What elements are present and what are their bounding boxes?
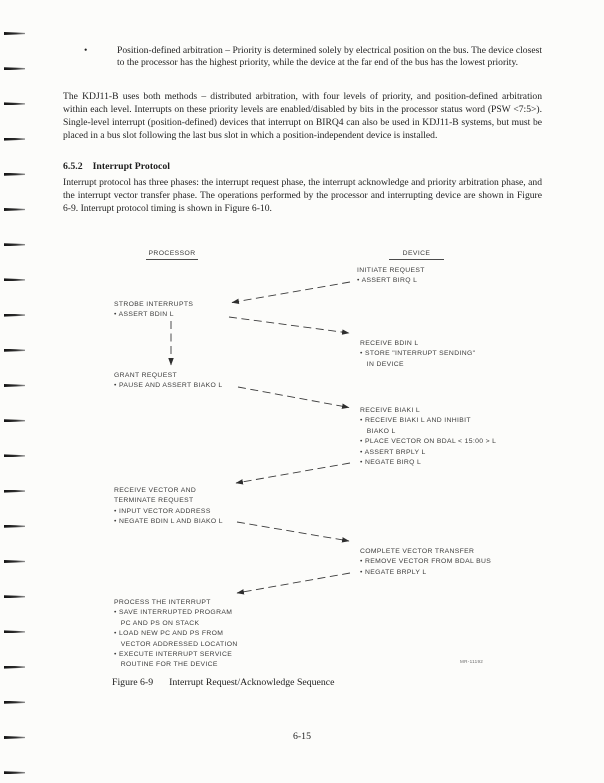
diagram-line: • PLACE VECTOR ON BDAL < 15:00 > L xyxy=(360,438,497,446)
binder-mark xyxy=(4,102,25,105)
diagram-line: • ASSERT BIRQ L xyxy=(357,277,418,285)
diagram-line: • PAUSE AND ASSERT BIAKO L xyxy=(114,382,223,390)
step-receive-vector xyxy=(114,486,223,528)
paragraph-protocol: Interrupt protocol has three phases: the interrupt request phase, the interrupt acknowledge and priority arbitration phase, and the interrupt vector transfer phase. The operations performed by the processor and interrupting device are shown in Figure 6-9. Interrupt protocol timing is shown in Figure 6-10. xyxy=(63,177,542,214)
diagram-line: • STORE "INTERRUPT SENDING" xyxy=(360,350,476,358)
diagram-line: • NEGATE BDIN L AND BIAKO L xyxy=(114,518,223,526)
diagram-line: RECEIVE BIAKI L xyxy=(360,407,421,414)
figure-caption-title: Interrupt Request/Acknowledge Sequence xyxy=(169,677,335,688)
diagram-line: • NEGATE BIRQ L xyxy=(360,459,422,467)
diagram-line: COMPLETE VECTOR TRANSFER xyxy=(360,548,475,555)
diagram-line: BIAKO L xyxy=(360,427,396,435)
bullet-marker: • xyxy=(84,45,88,56)
diagram-line: STROBE INTERRUPTS xyxy=(114,301,194,308)
diagram-line: VECTOR ADDRESSED LOCATION xyxy=(114,640,238,648)
diagram-line: • RECEIVE BIAKI L AND INHIBIT xyxy=(360,417,471,425)
binder-mark xyxy=(4,701,25,704)
section-number: 6.5.2 xyxy=(63,161,83,172)
step-complete-vector-transfer xyxy=(360,547,491,578)
step-grant-request xyxy=(114,371,223,392)
arrow-assert-birq xyxy=(232,282,350,303)
diagram-line: • NEGATE BRPLY L xyxy=(360,568,427,576)
diagram-line: • REMOVE VECTOR FROM BDAL BUS xyxy=(360,558,492,566)
diagram-line: • INPUT VECTOR ADDRESS xyxy=(114,507,211,515)
figure-caption xyxy=(112,677,335,688)
diagram-line: IN DEVICE xyxy=(360,360,404,368)
diagram-line: PC AND PS ON STACK xyxy=(114,619,200,627)
arrow-vector-to-processor xyxy=(236,463,350,483)
arrow-lines xyxy=(0,245,604,673)
diagram-line: • EXECUTE INTERRUPT SERVICE xyxy=(114,651,233,659)
diagram-line: • ASSERT BRPLY L xyxy=(360,448,426,456)
section-heading xyxy=(63,161,170,172)
arrow-negate-bdin xyxy=(237,522,349,541)
diagram-line: TERMINATE REQUEST xyxy=(114,497,194,505)
step-receive-biaki xyxy=(360,406,496,468)
diagram-line: • SAVE INTERRUPTED PROGRAM xyxy=(114,609,233,617)
arrow-negate-brply xyxy=(237,573,350,593)
bullet-item xyxy=(84,45,542,70)
step-process-interrupt xyxy=(114,598,238,671)
step-initiate-request xyxy=(357,266,425,287)
binder-mark xyxy=(4,67,25,70)
arrow-assert-bdin xyxy=(229,317,349,333)
diagram-line: RECEIVE BDIN L xyxy=(360,340,419,347)
diagram-line: INITIATE REQUEST xyxy=(357,267,425,274)
page-number: 6-15 xyxy=(293,731,311,742)
step-strobe-interrupts xyxy=(114,300,193,321)
diagram-line: PROCESS THE INTERRUPT xyxy=(114,599,211,606)
binder-mark xyxy=(4,32,25,35)
diagram-line: GRANT REQUEST xyxy=(114,372,177,379)
section-title: Interrupt Protocol xyxy=(92,161,170,172)
figure-caption-label: Figure 6-9 xyxy=(112,677,154,688)
processor-column-header: PROCESSOR xyxy=(146,250,198,260)
figure-6-9-diagram xyxy=(0,245,604,673)
binder-mark xyxy=(4,173,25,176)
diagram-line: • LOAD NEW PC AND PS FROM xyxy=(114,630,224,638)
binder-mark xyxy=(4,138,25,141)
device-column-header: DEVICE xyxy=(389,250,444,260)
diagram-line: RECEIVE VECTOR AND xyxy=(114,487,197,494)
paragraph-arbitration: The KDJ11-B uses both methods – distributed arbitration, with four levels of priority, and position-defined arbitration within each level. Interrupts on these priority levels are enabled/disabled by bits in the processor status word (PSW <7:5>). Single-level interrupt (position-defined) devices that interrupt on BIRQ4 can also be used in KDJ11-B systems, but must be placed in a bus slot following the last bus slot in which a position-independent device is installed. xyxy=(63,91,542,141)
bullet-text: Position-defined arbitration – Priority is determined solely by electrical position on the bus. The device closest to the processor has the highest priority, while the device at the far end of the bus has the lowest priority. xyxy=(117,45,542,69)
diagram-line: ROUTINE FOR THE DEVICE xyxy=(114,661,218,669)
arrow-assert-biako xyxy=(238,387,349,408)
figure-art-code: MR-11192 xyxy=(460,659,484,664)
diagram-line: • ASSERT BDIN L xyxy=(114,311,174,319)
step-receive-bdin xyxy=(360,339,475,370)
binder-mark xyxy=(4,771,25,774)
binder-mark xyxy=(4,208,25,211)
